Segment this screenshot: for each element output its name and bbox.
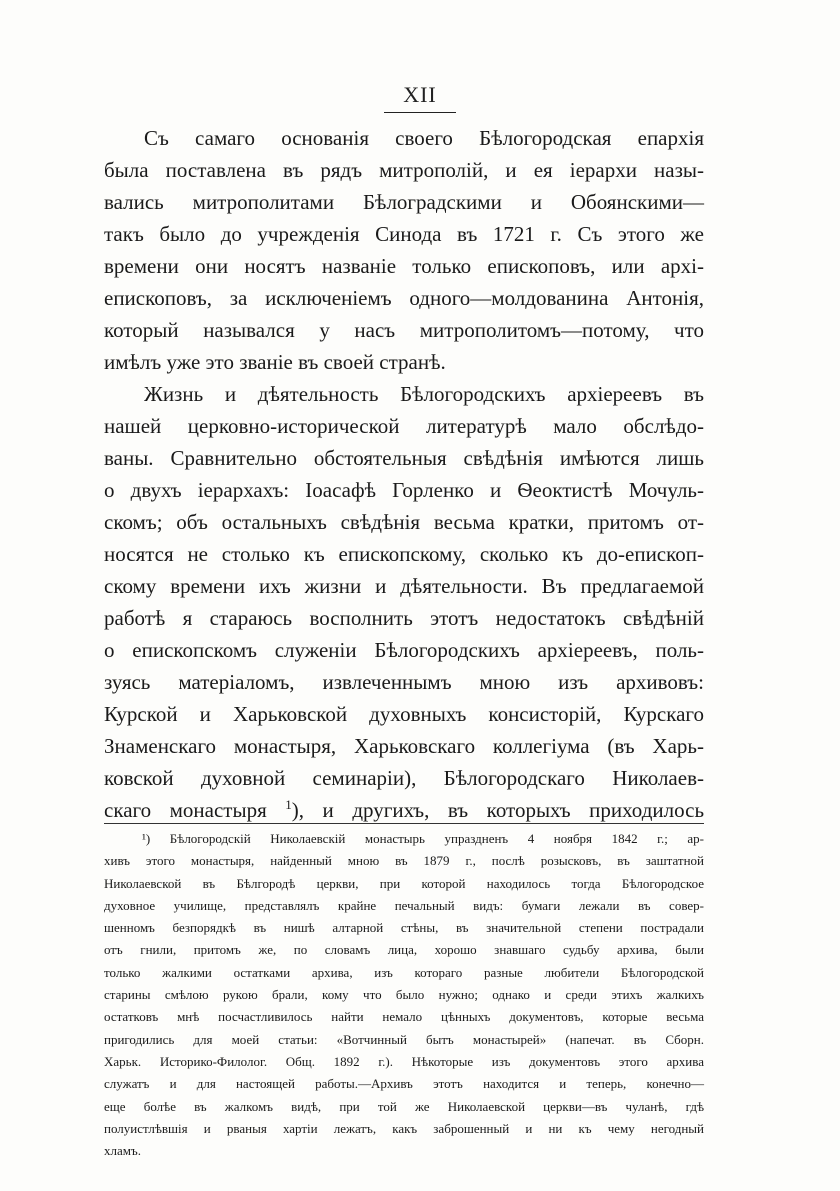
text-line: ваны. Сравнительно обстоятельныя свѣдѣнія имѣются лишь xyxy=(104,446,704,470)
text-line-with-footnote-ref xyxy=(104,794,704,826)
footnote-line: остатковъ мнѣ посчастливилось найти немало цѣнныхъ документовъ, которые весьма xyxy=(104,1009,704,1025)
footnote xyxy=(104,828,704,1162)
footnote-line: полуистлѣвшія и рваныя хартіи лежатъ, какъ заброшенный и ни къ чему негодный xyxy=(104,1120,704,1136)
text-line: Курской и Харьковской духовныхъ консисторій, Курскаго xyxy=(104,702,704,726)
footnote-reference: 1 xyxy=(285,797,292,812)
footnote-line: хламъ. xyxy=(104,1143,141,1159)
footnote-line: только жалкими остатками архива, изъ котораго разные любители Бѣлогородской xyxy=(104,964,704,980)
text-segment: скаго монастыря xyxy=(104,798,267,822)
text-line: времени они носятъ названіе только епископовъ, или архі- xyxy=(104,254,704,278)
text-line: нашей церковно-исторической литературѣ мало обслѣдо- xyxy=(104,414,704,438)
text-line: Жизнь и дѣятельность Бѣлогородскихъ архіереевъ въ xyxy=(144,382,704,406)
page-number: XII xyxy=(403,82,437,107)
text-line: о двухъ іерархахъ: Іоасафѣ Горленко и Ѳеоктистѣ Мочуль- xyxy=(104,478,704,502)
text-line: ковской духовной семинаріи), Бѣлогородскаго Николаев- xyxy=(104,766,704,790)
text-line: зуясь матеріаломъ, извлеченнымъ мною изъ архивовъ: xyxy=(104,670,704,694)
text-line: скомъ; объ остальныхъ свѣдѣнія весьма кратки, притомъ от- xyxy=(104,510,704,534)
footnote-separator xyxy=(104,823,704,824)
text-line: который назывался у насъ митрополитомъ—потому, что xyxy=(104,318,704,342)
text-line: носятся не столько къ епископскому, сколько къ до-епископ- xyxy=(104,542,704,566)
footnote-line: служатъ и для настоящей работы.—Архивъ этотъ находится и теперь, конечно— xyxy=(104,1076,704,1092)
text-line: такъ было до учрежденія Синода въ 1721 г. Съ этого же xyxy=(104,222,704,246)
footnote-line: хивъ этого монастыря, найденный мною въ 1879 г., послѣ розысковъ, въ заштатной xyxy=(104,853,704,869)
text-line: о епископскомъ служеніи Бѣлогородскихъ архіереевъ, поль- xyxy=(104,638,704,662)
text-line: скому времени ихъ жизни и дѣятельности. Въ предлагаемой xyxy=(104,574,704,598)
footnote-line: Харьк. Историко-Филолог. Общ. 1892 г.). Нѣкоторые изъ документовъ этого архива xyxy=(104,1053,704,1069)
footnote-line: пригодились для моей статьи: «Вотчинный бытъ монастырей» (напечат. въ Сборн. xyxy=(104,1031,704,1047)
footnote-line: еще болѣе въ жалкомъ видѣ, при той же Николаевской церкви—въ чуланѣ, гдѣ xyxy=(104,1098,704,1114)
footnote-line xyxy=(104,828,704,850)
text-line: работѣ я стараюсь восполнить этотъ недостатокъ свѣдѣній xyxy=(104,606,704,630)
footnote-line: духовное училище, представлялъ крайне печальный видъ: бумаги лежали въ совер- xyxy=(104,897,704,913)
header-rule xyxy=(384,112,456,113)
text-line: имѣлъ уже это званіе въ своей странѣ. xyxy=(104,350,446,374)
footnote-text: Бѣлогородскій Николаевскій монастырь упраздненъ 4 ноября 1842 г.; ар- xyxy=(169,831,705,846)
footnote-line: шенномъ безпорядкѣ въ нишѣ алтарной стѣны, въ значительной степени пострадали xyxy=(104,920,704,936)
footnote-marker: ¹) xyxy=(142,831,151,846)
text-line: вались митрополитами Бѣлоградскими и Обоянскими— xyxy=(104,190,704,214)
footnote-line: Николаевской въ Бѣлгородѣ церкви, при которой находилось тогда Бѣлогородское xyxy=(104,875,704,891)
footnote-line: отъ гнили, притомъ же, по словамъ лица, хорошо знавшаго судьбу архива, были xyxy=(104,942,704,958)
main-text xyxy=(104,122,704,826)
text-line: была поставлена въ рядъ митрополій, и ея іерархи назы- xyxy=(104,158,704,182)
footnote-line: старины смѣлою рукою брали, кому что было нужно; однако и среди этихъ жалкихъ xyxy=(104,987,704,1003)
text-line: епископовъ, за исключеніемъ одного—молдованина Антонія, xyxy=(104,286,704,310)
text-line: Съ самаго основанія своего Бѣлогородская епархія xyxy=(144,126,704,150)
page-header xyxy=(0,82,840,113)
text-line: Знаменскаго монастыря, Харьковскаго коллегіума (въ Харь- xyxy=(104,734,704,758)
text-segment: ), и другихъ, въ которыхъ приходилось xyxy=(291,798,705,822)
